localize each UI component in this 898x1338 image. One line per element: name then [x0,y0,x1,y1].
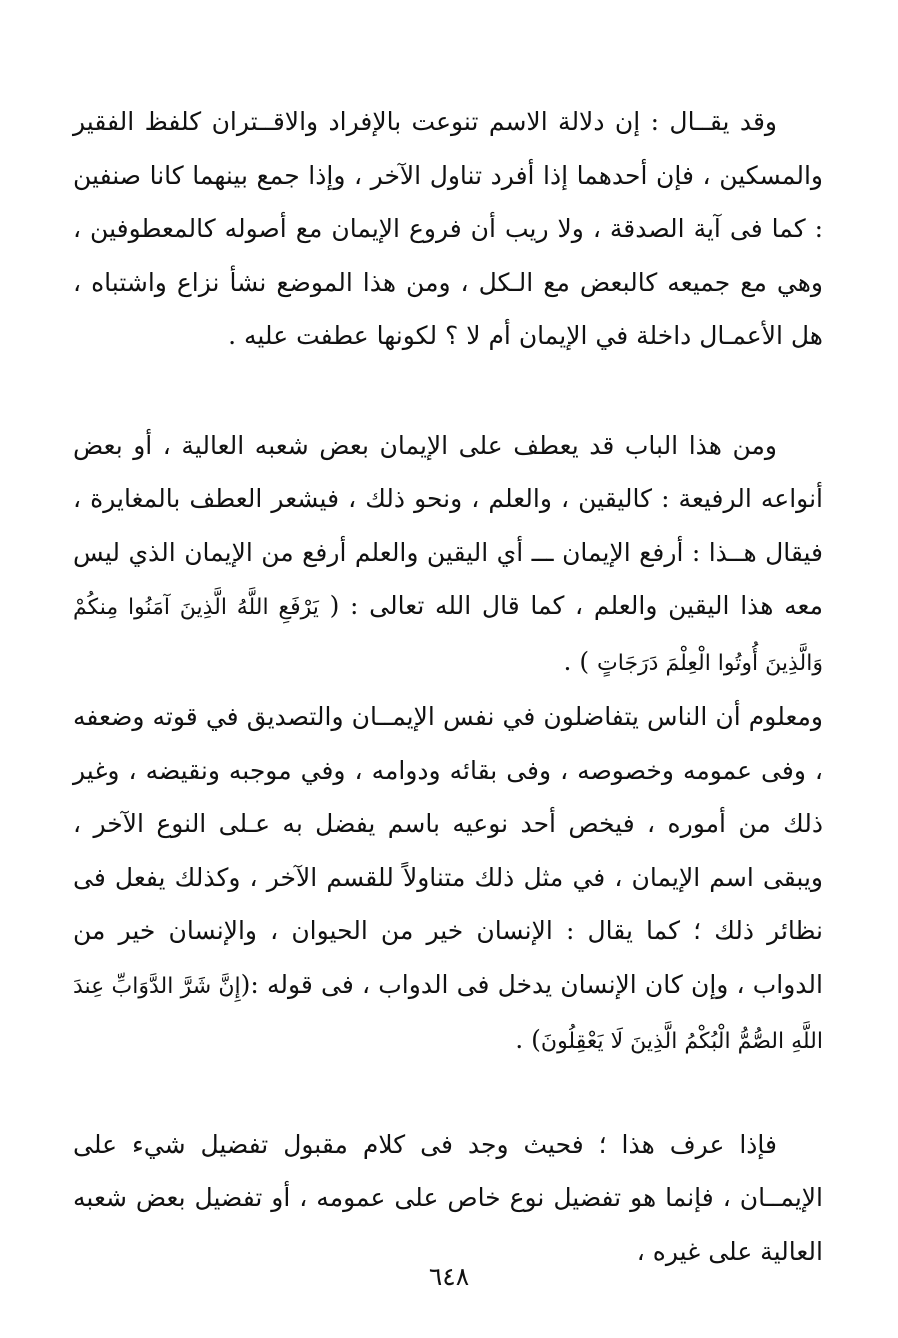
paragraph-1-text: وقد يقــال : إن دلالة الاسم تنوعت بالإفراد والاقــتران كلفظ الفقير والمسكين ، فإن أحدهما إذا أفرد تناول الآخر ، وإذا جمع بينهما كانا صنفين : كما فى آية الصدقة ، ولا ريب أن فروع الإيمان مع أصوله كالمعطوفين ، وهي مع جميعه كالبعض مع الـكل ، ومن هذا الموضع نشأ نزاع واشتباه ، هل الأعمـال داخلة في الإيمان أم لا ؟ لكونها عطفت عليه . [73,107,823,350]
paragraph-4-text: فإذا عرف هذا ؛ فحيث وجد فى كلام مقبول تفضيل شيء على الإيمــان ، فإنما هو تفضيل نوع خاص على عمومه ، أو تفضيل بعض شعبه العالية على غيره ، [73,1129,823,1266]
quran-verse-2-close: ) . [515,1025,541,1054]
paragraph-1 [73,95,823,363]
paragraph-4 [73,1118,823,1279]
paragraph-2-text: ومن هذا الباب قد يعطف على الإيمان بعض شعبه العالية ، أو بعض أنواعه الرفيعة : كاليقين ، والعلم ، ونحو ذلك ، فيشعر العطف بالمغايرة ، فيقال هــذا : أرفع الإيمان ـــ أي اليقين والعلم أرفع من الإيمان الذي ليس معه هذا اليقين والعلم ، كما قال الله تعالى : ( [73,430,824,620]
paragraph-3 [73,690,823,1069]
page-number: ٦٤٨ [428,1262,470,1291]
quran-verse-1-close: ) . [563,646,598,676]
quran-verse-1: يَرْفَعِ اللَّهُ الَّذِينَ آمَنُوا مِنكُمْ وَالَّذِينَ أُوتُوا الْعِلْمَ دَرَجَاتٍ [73,595,823,676]
paragraph-2 [73,419,823,691]
paragraph-3-text: ومعلوم أن الناس يتفاضلون في نفس الإيمــان والتصديق في قوته وضعفه ، وفى عمومه وخصوصه ، وفى بقائه ودوامه ، وفي موجبه ونقيضه ، وغير ذلك من أموره ، فيخص أحد نوعيه باسم يفضل به عـلى النوع الآخر ، ويبقى اسم الإيمان ، في مثل ذلك متناولاً للقسم الآخر ، وكذلك يفعل فى نظائر ذلك ؛ كما يقال : الإنسان خير من الحيوان ، والإنسان خير من الدواب ، وإن كان الإنسان يدخل فى الدواب ، فى قوله :( [73,702,823,999]
quran-verse-2: إِنَّ شَرَّ الدَّوَابِّ عِندَ اللَّهِ الصُّمُّ الْبُكْمُ الَّذِينَ لَا يَعْقِلُونَ [73,973,823,1054]
page-body [73,95,823,1278]
